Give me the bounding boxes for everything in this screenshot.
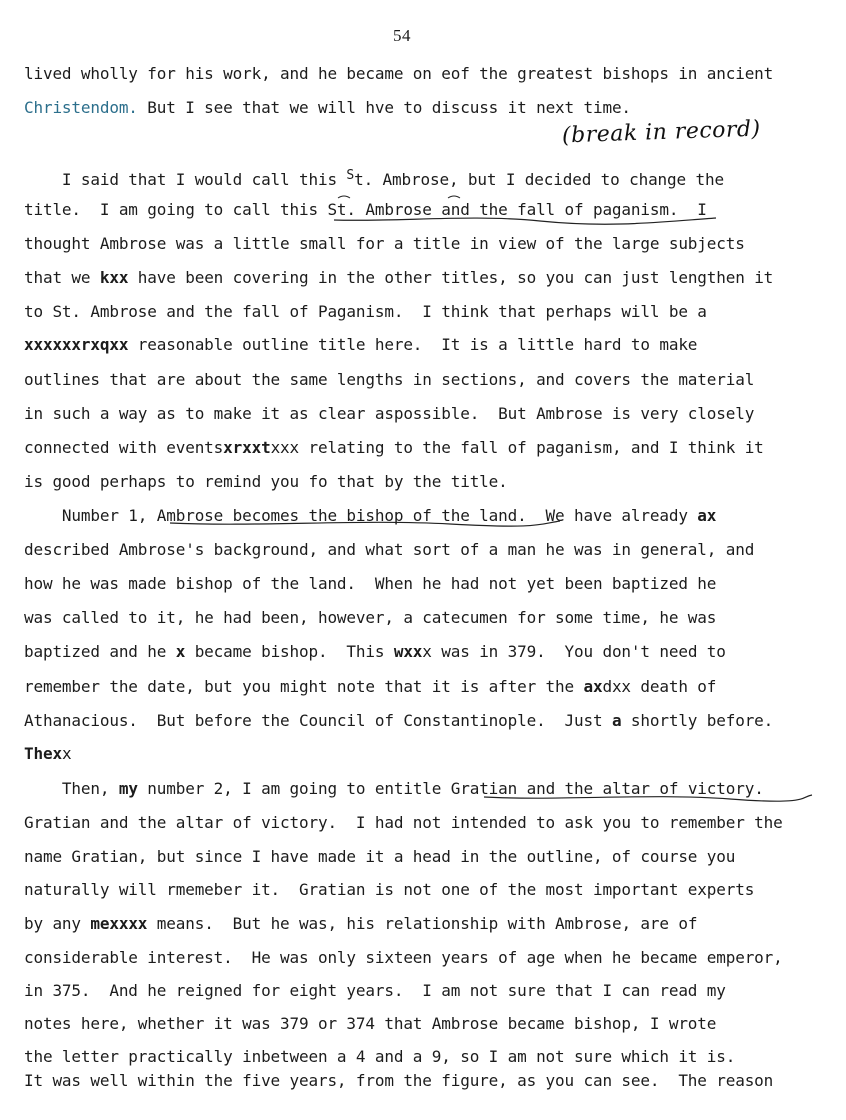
page-number: 54 [393, 26, 411, 45]
text-line [24, 506, 716, 526]
text-segment: became bishop. This [185, 642, 394, 661]
text-line [24, 98, 631, 118]
text-segment: xxx relating to the fall of paganism, and I think it [270, 438, 764, 457]
text-line: naturally will rmemeber it. Gratian is not one of the most important experts [24, 880, 755, 899]
struck-text: Thex [24, 744, 62, 763]
text-segment: means. But he was, his relationship with Ambrose, are of [147, 914, 698, 933]
struck-text: my [118, 779, 138, 798]
text-segment: Then, [24, 779, 119, 798]
text-segment: to discuss it next time. [393, 98, 631, 117]
text-segment: reasonable outline title here. It is a little hard to make [128, 335, 698, 354]
text-line [24, 779, 764, 799]
text-segment: by any [24, 914, 91, 933]
text-line: was called to it, he had been, however, a catecumen for some time, he was [24, 608, 717, 627]
text-segment: x [61, 744, 72, 763]
text-line [24, 744, 71, 764]
text-line: lived wholly for his work, and he became on eof the greatest bishops in ancient [24, 64, 774, 83]
text-segment: number 2, I am going to entitle Gratian and the altar of victory. [137, 779, 764, 798]
text-line: is good perhaps to remind you fo that by the title. [24, 472, 508, 491]
underline-tilde [338, 196, 350, 198]
handwritten-note: (break in record) [561, 116, 762, 149]
text-segment: Number 1, Ambrose becomes the bishop of the land. We have already [24, 506, 698, 525]
text-line: title. I am going to call this St. Ambrose and the fall of paganism. I [24, 200, 707, 219]
text-segment: shortly before. [621, 711, 774, 730]
superscript-letter: S [346, 168, 355, 183]
text-segment: t. Ambrose, but I decided to change the [354, 170, 724, 189]
text-segment: dxx death of [602, 677, 717, 696]
text-line [24, 677, 716, 697]
struck-text: ax [583, 677, 603, 696]
struck-text: a [611, 711, 622, 730]
text-line [24, 642, 726, 662]
struck-text: ax [697, 506, 717, 525]
text-line: considerable interest. He was only sixteen years of age when he became emperor, [24, 948, 783, 967]
text-segment: remember the date, but you might note that it is after the [24, 677, 584, 696]
underline-tilde [448, 196, 460, 198]
text-line: Gratian and the altar of victory. I had not intended to ask you to remember the [24, 813, 783, 832]
struck-text: x [175, 642, 186, 661]
text-line: thought Ambrose was a little small for a title in view of the large subjects [24, 234, 745, 253]
struck-text: xxxxxxrxqxx [24, 335, 129, 354]
text-line [24, 711, 773, 731]
text-line: It was well within the five years, from the figure, as you can see. The reason [24, 1071, 774, 1090]
text-line: the letter practically inbetween a 4 and a 9, so I am not sure which it is. [24, 1047, 736, 1066]
text-line: in such a way as to make it as clear aspossible. But Ambrose is very closely [24, 404, 755, 423]
text-line: in 375. And he reigned for eight years. I am not sure that I can read my [24, 981, 726, 1000]
struck-text: xrxxt [223, 438, 271, 457]
struck-text: wxx [393, 642, 423, 661]
text-segment: that we [24, 268, 100, 287]
text-line: described Ambrose's background, and what sort of a man he was in general, and [24, 540, 755, 559]
text-line [24, 914, 697, 934]
text-line: how he was made bishop of the land. When he had not yet been baptized he [24, 574, 717, 593]
text-line [24, 335, 697, 355]
text-line [24, 166, 724, 190]
text-line: name Gratian, but since I have made it a head in the outline, of course you [24, 847, 736, 866]
text-line: to St. Ambrose and the fall of Paganism. I think that perhaps will be a [24, 302, 707, 321]
word-christendom: Christendom. [24, 98, 138, 117]
text-segment: Athanacious. But before the Council of Constantinople. Just [24, 711, 612, 730]
text-line: notes here, whether it was 379 or 374 that Ambrose became bishop, I wrote [24, 1014, 717, 1033]
struck-text: kxx [99, 268, 129, 287]
text-segment: x was in 379. You don't need to [422, 642, 726, 661]
struck-text: mexxxx [90, 914, 148, 933]
text-segment: baptized and he [24, 642, 176, 661]
text-segment: But I see that we will [137, 98, 366, 117]
text-segment: have been covering in the other titles, so you can just lengthen it [128, 268, 774, 287]
text-segment: I said that I would call this [24, 170, 347, 189]
text-segment: connected with events [24, 438, 224, 457]
text-line [24, 438, 764, 458]
overtyped-word: hve [365, 98, 394, 117]
text-line: outlines that are about the same lengths in sections, and covers the material [24, 370, 755, 389]
text-line [24, 268, 773, 288]
